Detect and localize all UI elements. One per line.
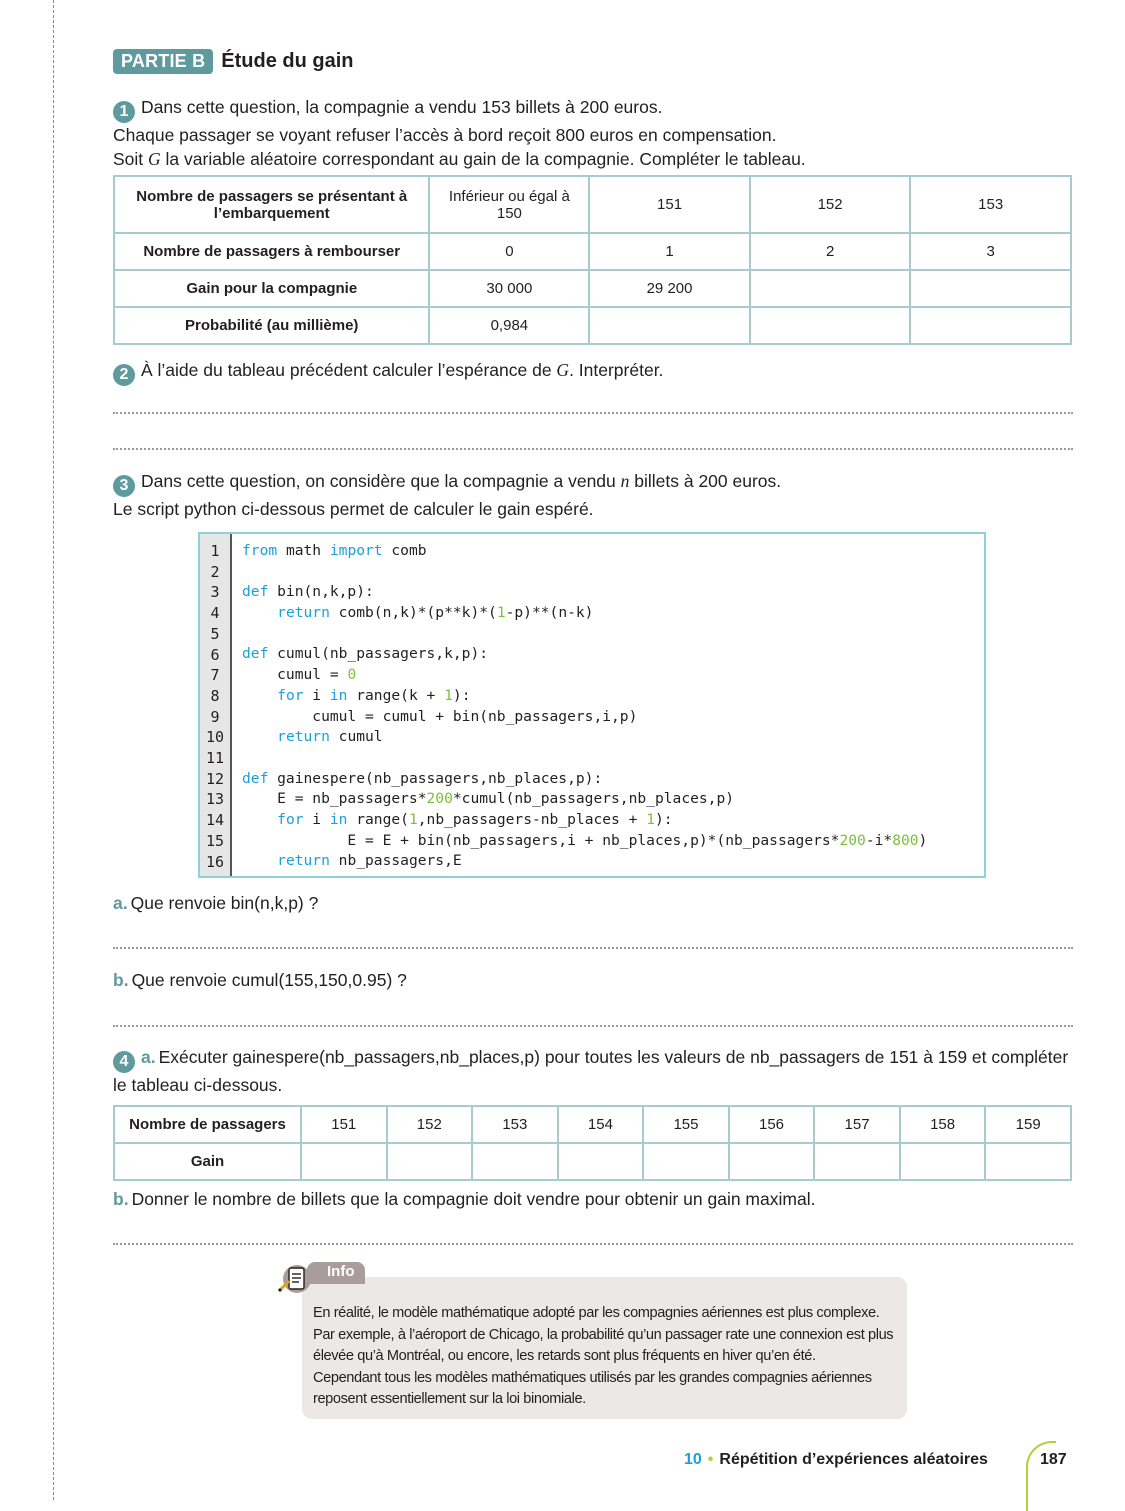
code-line bbox=[242, 624, 927, 645]
chapter-title: Répétition d’expériences aléatoires bbox=[719, 1451, 988, 1468]
info-tab-label: Info bbox=[307, 1262, 365, 1284]
table-cell: 152 bbox=[387, 1106, 473, 1143]
part-badge: PARTIE B bbox=[113, 49, 213, 74]
question-number-2: 2 bbox=[113, 364, 135, 386]
answer-cell[interactable] bbox=[472, 1143, 558, 1180]
code-line: E = nb_passagers*200*cumul(nb_passagers,nb_places,p) bbox=[242, 790, 735, 808]
row-header: Nombre de passagers à rembourser bbox=[114, 233, 429, 270]
code-line: for i in range(k + 1): bbox=[277, 686, 471, 704]
code-line bbox=[242, 748, 927, 769]
chapter-number: 10 bbox=[684, 1451, 702, 1468]
table-cell: 1 bbox=[589, 233, 750, 270]
table-cell: 2 bbox=[750, 233, 911, 270]
row-header: Nombre de passagers bbox=[114, 1106, 301, 1143]
answer-line[interactable] bbox=[113, 448, 1073, 450]
answer-cell[interactable] bbox=[814, 1143, 900, 1180]
code-line: return comb(n,k)*(p**k)*(1-p)**(n-k) bbox=[277, 604, 594, 622]
question-3: 3 Dans cette question, on considère que la compagnie a vendu n billets à 200 euros. Le script python ci-dessous permet de calculer le gain espéré. bbox=[113, 469, 1073, 521]
answer-cell[interactable] bbox=[910, 307, 1071, 344]
table-cell: 156 bbox=[729, 1106, 815, 1143]
code-line: cumul = cumul + bin(nb_passagers,i,p) bbox=[242, 707, 638, 725]
code-line: from math import comb bbox=[242, 542, 427, 559]
info-box-body: En réalité, le modèle mathématique adopté par les compagnies aériennes est plus complexe. Par exemple, à l’aéroport de Chicago, la probabilité qu’un passager rate une connexion est plus élevée qu’à Montréal, ou encore, les retards sont plus fréquents en hiver qu’en été. Cependant tous les modèles mathématiques utilisés par les grandes compagnies aériennes reposent essentiellement sur la loi binomiale. bbox=[302, 1277, 907, 1419]
table-row bbox=[114, 176, 1071, 233]
answer-line[interactable] bbox=[113, 1243, 1073, 1245]
table-row bbox=[114, 1106, 1071, 1143]
answer-cell[interactable] bbox=[985, 1143, 1071, 1180]
table-cell: 153 bbox=[910, 176, 1071, 233]
answer-cell[interactable] bbox=[750, 270, 911, 307]
part-title: Étude du gain bbox=[221, 50, 354, 72]
code-line: return cumul bbox=[277, 728, 383, 746]
row-header: Nombre de passagers se présentant à l’embarquement bbox=[114, 176, 429, 233]
row-header: Probabilité (au millième) bbox=[114, 307, 429, 344]
code-line: E = E + bin(nb_passagers,i + nb_places,p)*(nb_passagers*200-i*800) bbox=[242, 831, 928, 849]
table-cell: 0 bbox=[429, 233, 589, 270]
answer-cell[interactable] bbox=[558, 1143, 644, 1180]
gain-distribution-table bbox=[113, 175, 1072, 345]
scroll-pencil-icon bbox=[277, 1264, 313, 1294]
code-line: def bin(n,k,p): bbox=[242, 583, 374, 601]
question-1-line-2: Chaque passager se voyant refuser l’accès à bord reçoit 800 euros en compensation. bbox=[113, 125, 777, 145]
answer-cell[interactable] bbox=[301, 1143, 387, 1180]
table-row bbox=[114, 1143, 1071, 1180]
line-number-gutter: 1 2 3 4 5 6 7 8 9 10 11 12 13 14 15 16 bbox=[200, 534, 232, 876]
answer-cell[interactable] bbox=[910, 270, 1071, 307]
answer-cell[interactable] bbox=[750, 307, 911, 344]
answer-cell[interactable] bbox=[387, 1143, 473, 1180]
variable-g: G bbox=[148, 149, 161, 169]
table-cell: 151 bbox=[301, 1106, 387, 1143]
row-header: Gain bbox=[114, 1143, 301, 1180]
expected-gain-table bbox=[113, 1105, 1072, 1181]
answer-line[interactable] bbox=[113, 412, 1073, 414]
question-1-line-3: Soit G la variable aléatoire correspondant au gain de la compagnie. Compléter le tableau. bbox=[113, 149, 806, 169]
margin-cut-line bbox=[53, 0, 54, 1500]
variable-n: n bbox=[620, 471, 630, 491]
question-3b: b. Que renvoie cumul(155,150,0.95) ? bbox=[113, 970, 407, 990]
table-cell: 152 bbox=[750, 176, 911, 233]
question-4a: 4 a. Exécuter gainespere(nb_passagers,nb_places,p) pour toutes les valeurs de nb_passagers de 151 à 159 et compléter le tableau ci-dessous. bbox=[113, 1047, 1069, 1095]
table-cell: 29 200 bbox=[589, 270, 750, 307]
answer-cell[interactable] bbox=[643, 1143, 729, 1180]
code-line bbox=[242, 562, 927, 583]
row-header: Gain pour la compagnie bbox=[114, 270, 429, 307]
table-cell: 151 bbox=[589, 176, 750, 233]
question-3a: a. Que renvoie bin(n,k,p) ? bbox=[113, 893, 319, 913]
question-3-line-2: Le script python ci-dessous permet de calculer le gain espéré. bbox=[113, 499, 594, 519]
question-number-3: 3 bbox=[113, 475, 135, 497]
page-number: 187 bbox=[1040, 1451, 1067, 1468]
table-cell: 153 bbox=[472, 1106, 558, 1143]
question-2: 2 À l’aide du tableau précédent calculer l’espérance de G. Interpréter. bbox=[113, 358, 1073, 386]
table-row bbox=[114, 233, 1071, 270]
code-line: for i in range(1,nb_passagers-nb_places + 1): bbox=[277, 810, 673, 828]
table-cell: 155 bbox=[643, 1106, 729, 1143]
table-cell: 158 bbox=[900, 1106, 986, 1143]
page-footer bbox=[684, 1451, 988, 1469]
variable-g: G bbox=[556, 360, 570, 380]
answer-line[interactable] bbox=[113, 1025, 1073, 1027]
question-number-1: 1 bbox=[113, 101, 135, 123]
question-number-4: 4 bbox=[113, 1051, 135, 1073]
code-lines bbox=[232, 534, 927, 876]
answer-cell[interactable] bbox=[589, 307, 750, 344]
table-row bbox=[114, 270, 1071, 307]
answer-line[interactable] bbox=[113, 947, 1073, 949]
table-cell: Inférieur ou égal à 150 bbox=[429, 176, 589, 233]
table-cell: 0,984 bbox=[429, 307, 589, 344]
table-cell: 157 bbox=[814, 1106, 900, 1143]
question-1-line-1: Dans cette question, la compagnie a vendu 153 billets à 200 euros. bbox=[141, 97, 663, 117]
table-cell: 159 bbox=[985, 1106, 1071, 1143]
question-4b: b. Donner le nombre de billets que la compagnie doit vendre pour obtenir un gain maximal. bbox=[113, 1189, 816, 1209]
table-row bbox=[114, 307, 1071, 344]
question-1 bbox=[113, 95, 1073, 171]
python-code-block bbox=[198, 532, 986, 878]
footer-separator: • bbox=[707, 1451, 714, 1468]
code-line: return nb_passagers,E bbox=[277, 852, 462, 870]
part-header bbox=[113, 49, 354, 74]
code-line: def cumul(nb_passagers,k,p): bbox=[242, 645, 489, 663]
answer-cell[interactable] bbox=[900, 1143, 986, 1180]
table-cell: 154 bbox=[558, 1106, 644, 1143]
answer-cell[interactable] bbox=[729, 1143, 815, 1180]
code-line: def gainespere(nb_passagers,nb_places,p): bbox=[242, 769, 603, 787]
code-line: cumul = 0 bbox=[242, 666, 357, 684]
table-cell: 3 bbox=[910, 233, 1071, 270]
table-cell: 30 000 bbox=[429, 270, 589, 307]
